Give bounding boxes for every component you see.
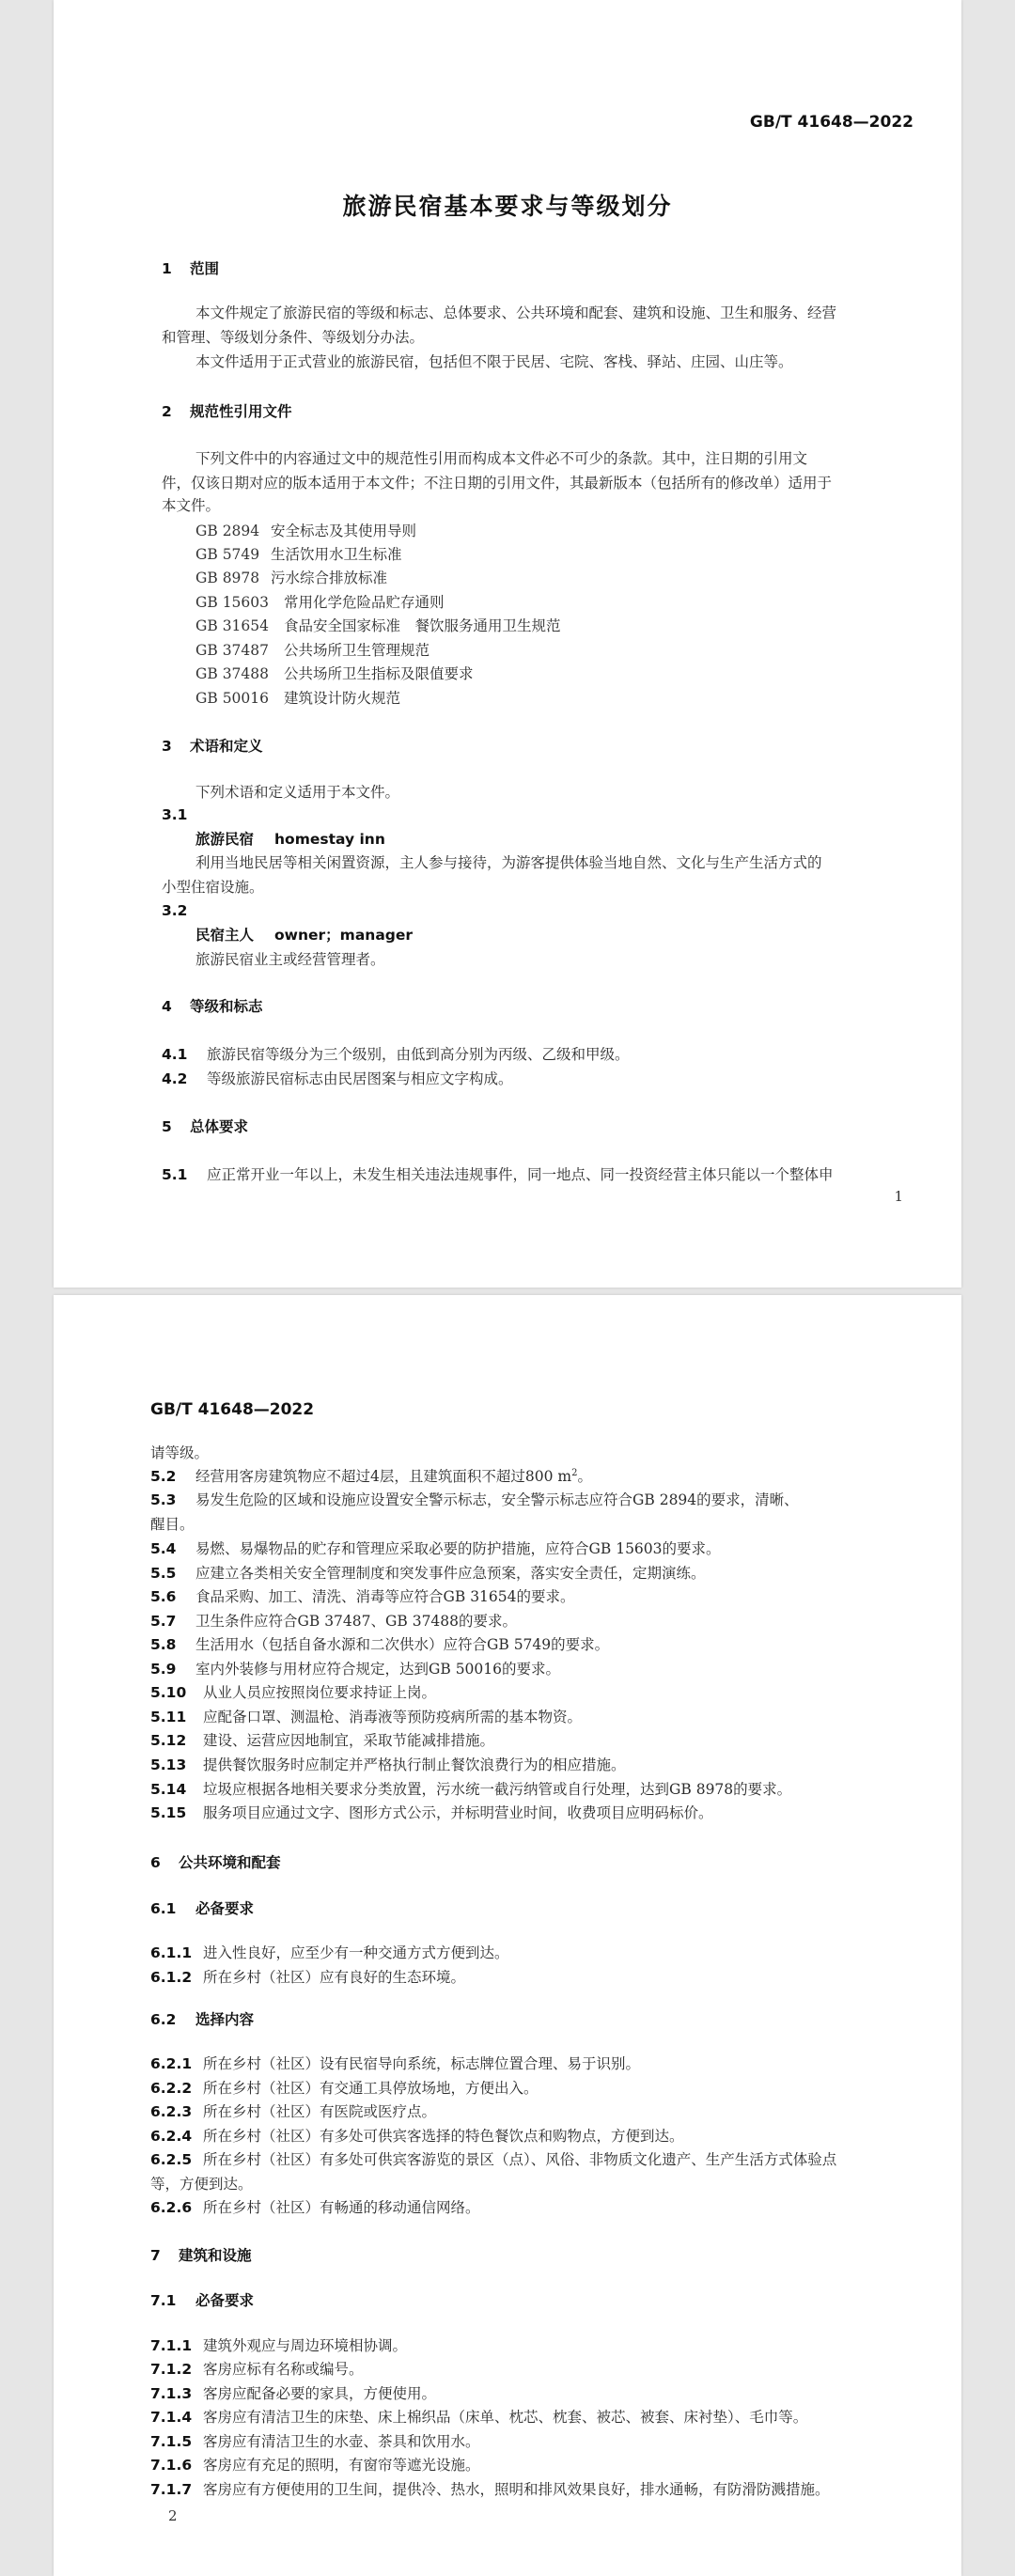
section-heading-terms: 3 术语和定义 bbox=[162, 738, 263, 755]
reference-item: GB 31654 食品安全国家标准 餐饮服务通用卫生规范 bbox=[195, 617, 561, 634]
clause: 6.1.2 所在乡村（社区）应有良好的生态环境。 bbox=[150, 1969, 466, 1986]
clause: 5.10 从业人员应按照岗位要求持证上岗。 bbox=[150, 1684, 437, 1701]
reference-item: GB 15603 常用化学危险品贮存通则 bbox=[195, 594, 445, 611]
clause: 4.1 旅游民宿等级分为三个级别，由低到高分别为丙级、乙级和甲级。 bbox=[162, 1046, 630, 1063]
section-heading-public-environment: 6 公共环境和配套 bbox=[150, 1854, 281, 1871]
subsection-heading: 6.2 选择内容 bbox=[150, 2011, 255, 2028]
subsection-heading: 7.1 必备要求 bbox=[150, 2292, 255, 2309]
document-title: 旅游民宿基本要求与等级划分 bbox=[342, 193, 673, 220]
clause-continued: 等，方便到达。 bbox=[150, 2176, 253, 2193]
paragraph-line: 下列文件中的内容通过文中的规范性引用而构成本文件必不可少的条款。其中，注日期的引用文 bbox=[195, 450, 808, 467]
section-heading-general-requirements: 5 总体要求 bbox=[162, 1118, 249, 1135]
clause: 7.1.3 客房应配备必要的家具，方便使用。 bbox=[150, 2385, 437, 2402]
term-number: 3.1 bbox=[162, 806, 188, 823]
clause: 7.1.2 客房应标有名称或编号。 bbox=[150, 2361, 364, 2378]
clause: 5.5 应建立各类相关安全管理制度和突发事件应急预案，落实安全责任，定期演练。 bbox=[150, 1565, 706, 1582]
clause: 6.1.1 进入性良好，应至少有一种交通方式方便到达。 bbox=[150, 1944, 509, 1961]
section-heading-scope: 1 范围 bbox=[162, 260, 220, 277]
clause: 6.2.3 所在乡村（社区）有医院或医疗点。 bbox=[150, 2103, 437, 2120]
section-heading-buildings: 7 建筑和设施 bbox=[150, 2247, 252, 2264]
clause: 5.15 服务项目应通过文字、图形方式公示，并标明营业时间，收费项目应明码标价。 bbox=[150, 1804, 713, 1821]
standard-code: GB/T 41648—2022 bbox=[150, 1400, 315, 1419]
paragraph-line: 本文件规定了旅游民宿的等级和标志、总体要求、公共环境和配套、建筑和设施、卫生和服务、经营 bbox=[195, 304, 837, 321]
reference-item: GB 37488 公共场所卫生指标及限值要求 bbox=[195, 665, 474, 682]
clause: 5.1 应正常开业一年以上，未发生相关违法违规事件，同一地点、同一投资经营主体只能以一个整体申 bbox=[162, 1166, 834, 1183]
document-page-2 bbox=[54, 1295, 961, 2576]
clause: 5.3 易发生危险的区域和设施应设置安全警示标志，安全警示标志应符合GB 2894的要求，清晰、 bbox=[150, 1491, 799, 1508]
clause: 7.1.5 客房应有清洁卫生的水壶、茶具和饮用水。 bbox=[150, 2433, 480, 2450]
clause: 5.4 易燃、易爆物品的贮存和管理应采取必要的防护措施，应符合GB 15603的要求。 bbox=[150, 1540, 721, 1557]
clause: 6.2.4 所在乡村（社区）有多处可供宾客选择的特色餐饮点和购物点，方便到达。 bbox=[150, 2128, 684, 2145]
paragraph-line: 和管理、等级划分条件、等级划分办法。 bbox=[162, 329, 425, 346]
reference-item: GB 50016 建筑设计防火规范 bbox=[195, 690, 401, 707]
page-number: 1 bbox=[894, 1188, 903, 1205]
reference-item: GB 2894 安全标志及其使用导则 bbox=[195, 523, 417, 539]
clause: 5.9 室内外装修与用材应符合规定，达到GB 50016的要求。 bbox=[150, 1661, 561, 1678]
clause: 5.11 应配备口罩、测温枪、消毒液等预防疫病所需的基本物资。 bbox=[150, 1709, 583, 1725]
clause: 5.2 经营用客房建筑物应不超过4层，且建筑面积不超过800 $m^2$。 bbox=[150, 1467, 592, 1485]
clause: 6.2.5 所在乡村（社区）有多处可供宾客游览的景区（点）、风俗、非物质文化遗产、生产生活方式体验点 bbox=[150, 2151, 837, 2168]
term-definition-line: 小型住宿设施。 bbox=[162, 879, 264, 896]
term-owner: 民宿主人 owner；manager bbox=[195, 927, 414, 944]
clause: 5.7 卫生条件应符合GB 37487、GB 37488的要求。 bbox=[150, 1613, 518, 1630]
clause: 4.2 等级旅游民宿标志由民居图案与相应文字构成。 bbox=[162, 1070, 513, 1087]
paragraph-line: 下列术语和定义适用于本文件。 bbox=[195, 784, 400, 801]
reference-item: GB 8978 污水综合排放标准 bbox=[195, 570, 388, 586]
page-number: 2 bbox=[168, 2507, 178, 2524]
document-page-1 bbox=[54, 0, 961, 1288]
standard-code: GB/T 41648—2022 bbox=[749, 113, 914, 132]
clause: 6.2.2 所在乡村（社区）有交通工具停放场地，方便出入。 bbox=[150, 2080, 539, 2097]
term-number: 3.2 bbox=[162, 902, 188, 919]
clause: 7.1.7 客房应有方便使用的卫生间，提供冷、热水，照明和排风效果良好，排水通畅，有防滑防溅措施。 bbox=[150, 2481, 830, 2498]
clause: 5.6 食品采购、加工、清洗、消毒等应符合GB 31654的要求。 bbox=[150, 1588, 575, 1605]
clause: 7.1.1 建筑外观应与周边环境相协调。 bbox=[150, 2337, 408, 2354]
clause: 7.1.4 客房应有清洁卫生的床垫、床上棉织品（床单、枕芯、枕套、被芯、被套、床衬垫）、毛巾等。 bbox=[150, 2409, 808, 2426]
continued-text: 请等级。 bbox=[150, 1444, 210, 1461]
clause-continued: 醒目。 bbox=[150, 1516, 195, 1533]
clause: 5.14 垃圾应根据各地相关要求分类放置，污水统一截污纳管或自行处理，达到GB 8978的要求。 bbox=[150, 1781, 792, 1798]
clause: 7.1.6 客房应有充足的照明，有窗帘等遮光设施。 bbox=[150, 2457, 480, 2474]
reference-item: GB 5749 生活饮用水卫生标准 bbox=[195, 546, 402, 563]
clause: 5.13 提供餐饮服务时应制定并严格执行制止餐饮浪费行为的相应措施。 bbox=[150, 1756, 626, 1773]
paragraph-line: 本文件。 bbox=[162, 497, 221, 514]
paragraph-line: 本文件适用于正式营业的旅游民宿，包括但不限于民居、宅院、客栈、驿站、庄园、山庄等。 bbox=[195, 353, 793, 370]
reference-item: GB 37487 公共场所卫生管理规范 bbox=[195, 642, 430, 659]
subsection-heading: 6.1 必备要求 bbox=[150, 1900, 255, 1917]
section-heading-grades: 4 等级和标志 bbox=[162, 998, 263, 1015]
clause: 5.12 建设、运营应因地制宜，采取节能减排措施。 bbox=[150, 1732, 495, 1749]
clause: 6.2.1 所在乡村（社区）设有民宿导向系统，标志牌位置合理、易于识别。 bbox=[150, 2055, 641, 2072]
section-heading-normative-references: 2 规范性引用文件 bbox=[162, 403, 292, 420]
clause: 6.2.6 所在乡村（社区）有畅通的移动通信网络。 bbox=[150, 2199, 480, 2216]
term-definition-line: 利用当地民居等相关闲置资源，主人参与接待，为游客提供体验当地自然、文化与生产生活方式的 bbox=[195, 854, 822, 871]
term-definition-line: 旅游民宿业主或经营管理者。 bbox=[195, 951, 385, 968]
paragraph-line: 件，仅该日期对应的版本适用于本文件；不注日期的引用文件，其最新版本（包括所有的修改单）适用于 bbox=[162, 475, 833, 492]
term-homestay-inn: 旅游民宿 homestay inn bbox=[195, 831, 385, 848]
clause: 5.8 生活用水（包括自备水源和二次供水）应符合GB 5749的要求。 bbox=[150, 1636, 610, 1653]
